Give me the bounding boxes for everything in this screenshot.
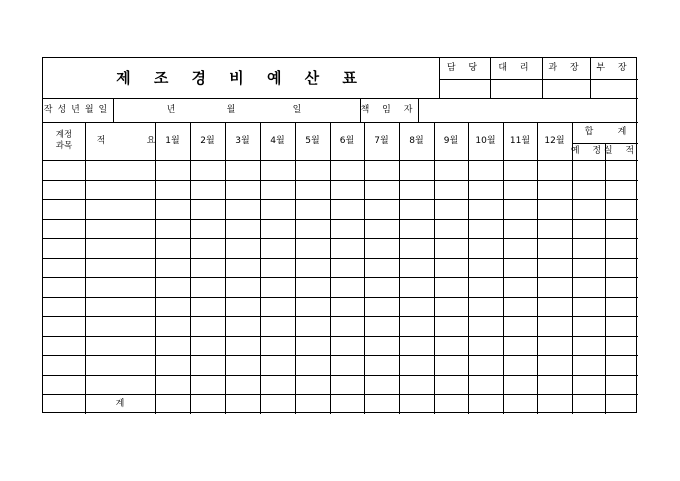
table-cell[interactable] xyxy=(399,394,434,414)
table-cell[interactable] xyxy=(572,160,605,180)
table-cell[interactable] xyxy=(85,160,155,180)
table-cell[interactable] xyxy=(330,258,364,278)
table-cell[interactable] xyxy=(225,375,260,395)
grid-line xyxy=(43,316,638,317)
table-cell[interactable] xyxy=(572,258,605,278)
table-cell[interactable] xyxy=(468,277,503,297)
table-cell[interactable] xyxy=(364,258,399,278)
table-cell[interactable] xyxy=(43,238,85,258)
grid-line xyxy=(225,122,226,414)
table-cell[interactable] xyxy=(364,199,399,219)
month-header: 11월 xyxy=(509,135,531,146)
grid-line xyxy=(85,122,86,414)
grid-line xyxy=(360,98,361,122)
table-cell[interactable] xyxy=(295,258,330,278)
table-cell[interactable] xyxy=(399,277,434,297)
table-cell[interactable] xyxy=(190,355,225,375)
month-header: 10월 xyxy=(475,135,496,146)
grid-line xyxy=(43,394,638,395)
table-cell[interactable] xyxy=(605,316,638,336)
table-cell[interactable] xyxy=(364,180,399,200)
grid-line xyxy=(364,122,365,414)
table-cell[interactable] xyxy=(260,394,295,414)
table-cell[interactable] xyxy=(434,160,468,180)
table-cell[interactable] xyxy=(364,219,399,239)
table-cell[interactable] xyxy=(399,297,434,317)
table-cell[interactable] xyxy=(295,219,330,239)
table-cell[interactable] xyxy=(537,336,572,356)
grid-line xyxy=(43,180,638,181)
grid-line xyxy=(43,219,638,220)
approval-sign-staff[interactable] xyxy=(439,79,490,98)
table-cell[interactable] xyxy=(43,160,85,180)
table-cell[interactable] xyxy=(190,219,225,239)
table-cell[interactable] xyxy=(572,316,605,336)
table-cell[interactable] xyxy=(399,238,434,258)
table-cell[interactable] xyxy=(605,355,638,375)
table-cell[interactable] xyxy=(468,297,503,317)
total-header-left: 합 xyxy=(584,127,594,137)
table-cell[interactable] xyxy=(572,180,605,200)
approval-label-section-chief: 과 장 xyxy=(548,63,584,73)
table-cell[interactable] xyxy=(605,336,638,356)
table-cell[interactable] xyxy=(364,394,399,414)
table-cell[interactable] xyxy=(434,258,468,278)
table-cell[interactable] xyxy=(295,180,330,200)
table-cell[interactable] xyxy=(434,199,468,219)
month-header: 4월 xyxy=(270,135,285,146)
table-cell[interactable] xyxy=(330,336,364,356)
table-cell[interactable] xyxy=(155,180,190,200)
table-cell[interactable] xyxy=(85,180,155,200)
grid-line xyxy=(260,122,261,414)
table-cell[interactable] xyxy=(503,336,537,356)
month-header: 9월 xyxy=(443,135,459,146)
table-cell[interactable] xyxy=(190,394,225,414)
table-cell[interactable] xyxy=(364,316,399,336)
table-cell[interactable] xyxy=(468,258,503,278)
account-header xyxy=(43,122,85,160)
table-cell[interactable] xyxy=(399,316,434,336)
table-cell[interactable] xyxy=(43,394,85,414)
table-cell[interactable] xyxy=(43,277,85,297)
table-cell[interactable] xyxy=(468,355,503,375)
grid-line xyxy=(43,297,638,298)
grid-line xyxy=(590,58,591,98)
table-cell[interactable] xyxy=(330,199,364,219)
table-cell[interactable] xyxy=(295,355,330,375)
table-cell[interactable] xyxy=(295,297,330,317)
grid-line xyxy=(43,199,638,200)
grid-line xyxy=(43,98,638,99)
approval-label-staff: 담 당 xyxy=(446,63,483,73)
table-cell[interactable] xyxy=(225,316,260,336)
table-cell[interactable] xyxy=(260,199,295,219)
table-cell[interactable] xyxy=(85,219,155,239)
table-cell[interactable] xyxy=(468,238,503,258)
table-cell[interactable] xyxy=(399,258,434,278)
table-cell[interactable] xyxy=(85,238,155,258)
table-cell[interactable] xyxy=(537,238,572,258)
grid-line xyxy=(490,58,491,98)
table-cell[interactable] xyxy=(225,355,260,375)
table-cell[interactable] xyxy=(190,199,225,219)
grid-line xyxy=(434,122,435,414)
table-cell[interactable] xyxy=(85,277,155,297)
table-cell[interactable] xyxy=(155,258,190,278)
account-header-line1: 계정 xyxy=(55,130,73,141)
month-header: 2월 xyxy=(200,135,215,146)
table-cell[interactable] xyxy=(503,238,537,258)
table-cell[interactable] xyxy=(43,219,85,239)
table-cell[interactable] xyxy=(605,258,638,278)
table-cell[interactable] xyxy=(330,297,364,317)
total-header-right: 계 xyxy=(617,127,627,137)
table-cell[interactable] xyxy=(537,277,572,297)
table-cell[interactable] xyxy=(85,355,155,375)
table-cell[interactable] xyxy=(537,199,572,219)
table-cell[interactable] xyxy=(468,394,503,414)
table-cell[interactable] xyxy=(572,277,605,297)
table-cell[interactable] xyxy=(434,238,468,258)
table-cell[interactable] xyxy=(572,199,605,219)
table-cell[interactable] xyxy=(434,180,468,200)
date-year-unit: 년 xyxy=(166,104,176,115)
table-cell[interactable] xyxy=(572,355,605,375)
table-cell[interactable] xyxy=(155,238,190,258)
grid-line xyxy=(468,122,469,414)
table-cell[interactable] xyxy=(468,375,503,395)
table-cell[interactable] xyxy=(537,297,572,317)
table-cell[interactable] xyxy=(190,316,225,336)
summary-header-right: 요 xyxy=(146,135,156,146)
month-header: 5월 xyxy=(305,135,320,146)
approval-sign-department-head[interactable] xyxy=(590,79,638,98)
grid-line xyxy=(43,355,638,356)
table-cell[interactable] xyxy=(537,180,572,200)
table-cell[interactable] xyxy=(503,277,537,297)
grid-line xyxy=(155,122,156,414)
table-cell[interactable] xyxy=(225,394,260,414)
table-cell[interactable] xyxy=(190,375,225,395)
table-cell[interactable] xyxy=(43,355,85,375)
table-cell[interactable] xyxy=(537,355,572,375)
grid-line xyxy=(43,336,638,337)
table-cell[interactable] xyxy=(260,355,295,375)
grid-line xyxy=(43,160,638,161)
table-cell[interactable] xyxy=(155,316,190,336)
table-cell[interactable] xyxy=(503,160,537,180)
table-cell[interactable] xyxy=(434,336,468,356)
table-cell[interactable] xyxy=(330,180,364,200)
table-cell[interactable] xyxy=(537,219,572,239)
summary-header-left: 적 xyxy=(96,135,106,146)
table-cell[interactable] xyxy=(260,336,295,356)
grid-line xyxy=(330,122,331,414)
table-cell[interactable] xyxy=(399,375,434,395)
date-label: 작성년월일 xyxy=(43,104,113,115)
month-header: 3월 xyxy=(235,135,250,146)
table-cell[interactable] xyxy=(295,394,330,414)
table-cell[interactable] xyxy=(190,258,225,278)
table-cell[interactable] xyxy=(537,394,572,414)
table-cell[interactable] xyxy=(225,238,260,258)
grid-line xyxy=(418,98,419,122)
table-cell[interactable] xyxy=(503,258,537,278)
grid-line xyxy=(43,238,638,239)
table-cell[interactable] xyxy=(434,277,468,297)
table-cell[interactable] xyxy=(434,297,468,317)
table-cell[interactable] xyxy=(260,277,295,297)
table-cell[interactable] xyxy=(295,316,330,336)
table-cell[interactable] xyxy=(572,394,605,414)
table-cell[interactable] xyxy=(434,219,468,239)
table-cell[interactable] xyxy=(190,277,225,297)
grid-line xyxy=(43,258,638,259)
grid-line xyxy=(537,122,538,414)
table-cell[interactable] xyxy=(537,316,572,336)
table-cell[interactable] xyxy=(605,394,638,414)
month-header: 12월 xyxy=(544,135,565,146)
table-cell[interactable] xyxy=(364,355,399,375)
table-cell[interactable] xyxy=(572,375,605,395)
table-cell[interactable] xyxy=(364,160,399,180)
table-cell[interactable] xyxy=(330,355,364,375)
table-cell[interactable] xyxy=(468,219,503,239)
grid-line xyxy=(43,277,638,278)
table-cell[interactable] xyxy=(605,199,638,219)
table-cell[interactable] xyxy=(85,258,155,278)
table-cell[interactable] xyxy=(155,355,190,375)
table-cell[interactable] xyxy=(155,199,190,219)
table-cell[interactable] xyxy=(330,219,364,239)
table-cell[interactable] xyxy=(295,375,330,395)
table-cell[interactable] xyxy=(260,258,295,278)
table-cell[interactable] xyxy=(537,258,572,278)
grid-line xyxy=(542,58,543,98)
date-day-unit: 일 xyxy=(292,104,302,115)
footer-total-label: 계 xyxy=(115,398,125,409)
table-cell[interactable] xyxy=(434,375,468,395)
table-cell[interactable] xyxy=(503,180,537,200)
table-cell[interactable] xyxy=(605,160,638,180)
table-cell[interactable] xyxy=(503,355,537,375)
month-header: 6월 xyxy=(339,135,355,146)
table-cell[interactable] xyxy=(434,316,468,336)
table-cell[interactable] xyxy=(572,297,605,317)
table-cell[interactable] xyxy=(260,316,295,336)
table-cell[interactable] xyxy=(155,160,190,180)
approval-label-assistant-manager: 대 리 xyxy=(498,63,534,73)
table-cell[interactable] xyxy=(364,238,399,258)
account-header-line2: 과목 xyxy=(55,141,73,151)
grid-line xyxy=(43,375,638,376)
table-cell[interactable] xyxy=(155,219,190,239)
table-cell[interactable] xyxy=(468,160,503,180)
table-cell[interactable] xyxy=(225,219,260,239)
table-cell[interactable] xyxy=(330,277,364,297)
table-cell[interactable] xyxy=(85,199,155,219)
grid-line xyxy=(439,79,638,80)
table-cell[interactable] xyxy=(190,180,225,200)
table-cell[interactable] xyxy=(330,316,364,336)
table-cell[interactable] xyxy=(503,199,537,219)
table-cell[interactable] xyxy=(605,180,638,200)
table-cell[interactable] xyxy=(260,160,295,180)
table-cell[interactable] xyxy=(295,336,330,356)
table-cell[interactable] xyxy=(295,160,330,180)
table-cell[interactable] xyxy=(537,160,572,180)
table-cell[interactable] xyxy=(399,199,434,219)
table-cell[interactable] xyxy=(155,336,190,356)
table-cell[interactable] xyxy=(225,180,260,200)
table-cell[interactable] xyxy=(190,160,225,180)
table-cell[interactable] xyxy=(43,316,85,336)
table-cell[interactable] xyxy=(225,160,260,180)
table-cell[interactable] xyxy=(434,355,468,375)
table-cell[interactable] xyxy=(572,219,605,239)
table-cell[interactable] xyxy=(468,336,503,356)
grid-line xyxy=(399,122,400,414)
form-title: 제 조 경 비 예 산 표 xyxy=(116,68,366,87)
table-cell[interactable] xyxy=(399,180,434,200)
table-cell[interactable] xyxy=(364,297,399,317)
actual-subheader: 실 적 xyxy=(603,146,640,156)
table-cell[interactable] xyxy=(468,199,503,219)
table-cell[interactable] xyxy=(503,297,537,317)
budget-subheader: 예 정 xyxy=(570,146,607,156)
table-cell[interactable] xyxy=(225,199,260,219)
month-header: 7월 xyxy=(374,135,389,146)
table-cell[interactable] xyxy=(155,297,190,317)
table-cell[interactable] xyxy=(260,297,295,317)
table-cell[interactable] xyxy=(330,160,364,180)
table-cell[interactable] xyxy=(225,297,260,317)
table-cell[interactable] xyxy=(399,336,434,356)
grid-line xyxy=(113,98,114,122)
table-cell[interactable] xyxy=(295,199,330,219)
date-month-unit: 월 xyxy=(226,104,236,115)
responsible-field[interactable] xyxy=(418,98,638,122)
grid-line xyxy=(572,122,573,414)
table-cell[interactable] xyxy=(364,336,399,356)
table-cell[interactable] xyxy=(364,375,399,395)
month-header: 8월 xyxy=(409,135,424,146)
grid-line xyxy=(190,122,191,414)
table-cell[interactable] xyxy=(43,258,85,278)
grid-line xyxy=(439,58,440,98)
table-cell[interactable] xyxy=(85,375,155,395)
table-cell[interactable] xyxy=(225,277,260,297)
table-cell[interactable] xyxy=(572,238,605,258)
month-header: 1월 xyxy=(165,135,180,146)
grid-line xyxy=(43,122,638,123)
table-cell[interactable] xyxy=(43,336,85,356)
approval-label-department-head: 부 장 xyxy=(596,63,632,73)
table-cell[interactable] xyxy=(43,375,85,395)
table-cell[interactable] xyxy=(260,180,295,200)
table-cell[interactable] xyxy=(155,375,190,395)
grid-line xyxy=(503,122,504,414)
table-cell[interactable] xyxy=(43,199,85,219)
table-cell[interactable] xyxy=(364,277,399,297)
table-cell[interactable] xyxy=(43,297,85,317)
table-cell[interactable] xyxy=(605,277,638,297)
table-cell[interactable] xyxy=(503,375,537,395)
table-cell[interactable] xyxy=(330,394,364,414)
table-cell[interactable] xyxy=(537,375,572,395)
approval-sign-section-chief[interactable] xyxy=(542,79,590,98)
table-cell[interactable] xyxy=(399,219,434,239)
table-cell[interactable] xyxy=(190,238,225,258)
table-cell[interactable] xyxy=(605,238,638,258)
table-cell[interactable] xyxy=(260,238,295,258)
table-cell[interactable] xyxy=(295,277,330,297)
table-cell[interactable] xyxy=(503,316,537,336)
grid-line xyxy=(295,122,296,414)
table-cell[interactable] xyxy=(434,394,468,414)
table-cell[interactable] xyxy=(225,258,260,278)
table-cell[interactable] xyxy=(295,238,330,258)
table-cell[interactable] xyxy=(85,336,155,356)
table-cell[interactable] xyxy=(503,219,537,239)
budget-form xyxy=(42,57,640,413)
grid-line xyxy=(605,143,606,414)
table-cell[interactable] xyxy=(399,160,434,180)
table-cell[interactable] xyxy=(260,219,295,239)
table-cell[interactable] xyxy=(330,238,364,258)
table-cell[interactable] xyxy=(225,336,260,356)
table-cell[interactable] xyxy=(190,336,225,356)
table-cell[interactable] xyxy=(85,297,155,317)
table-cell[interactable] xyxy=(85,316,155,336)
table-cell[interactable] xyxy=(605,219,638,239)
table-cell[interactable] xyxy=(155,394,190,414)
table-cell[interactable] xyxy=(468,180,503,200)
table-cell[interactable] xyxy=(260,375,295,395)
table-cell[interactable] xyxy=(155,277,190,297)
responsible-label: 책 임 자 xyxy=(360,104,418,115)
table-cell[interactable] xyxy=(605,375,638,395)
table-cell[interactable] xyxy=(605,297,638,317)
table-cell[interactable] xyxy=(330,375,364,395)
table-cell[interactable] xyxy=(503,394,537,414)
date-field[interactable] xyxy=(113,98,360,122)
table-cell[interactable] xyxy=(572,336,605,356)
table-cell[interactable] xyxy=(399,355,434,375)
approval-sign-assistant-manager[interactable] xyxy=(490,79,542,98)
table-cell[interactable] xyxy=(468,316,503,336)
table-cell[interactable] xyxy=(190,297,225,317)
table-cell[interactable] xyxy=(43,180,85,200)
